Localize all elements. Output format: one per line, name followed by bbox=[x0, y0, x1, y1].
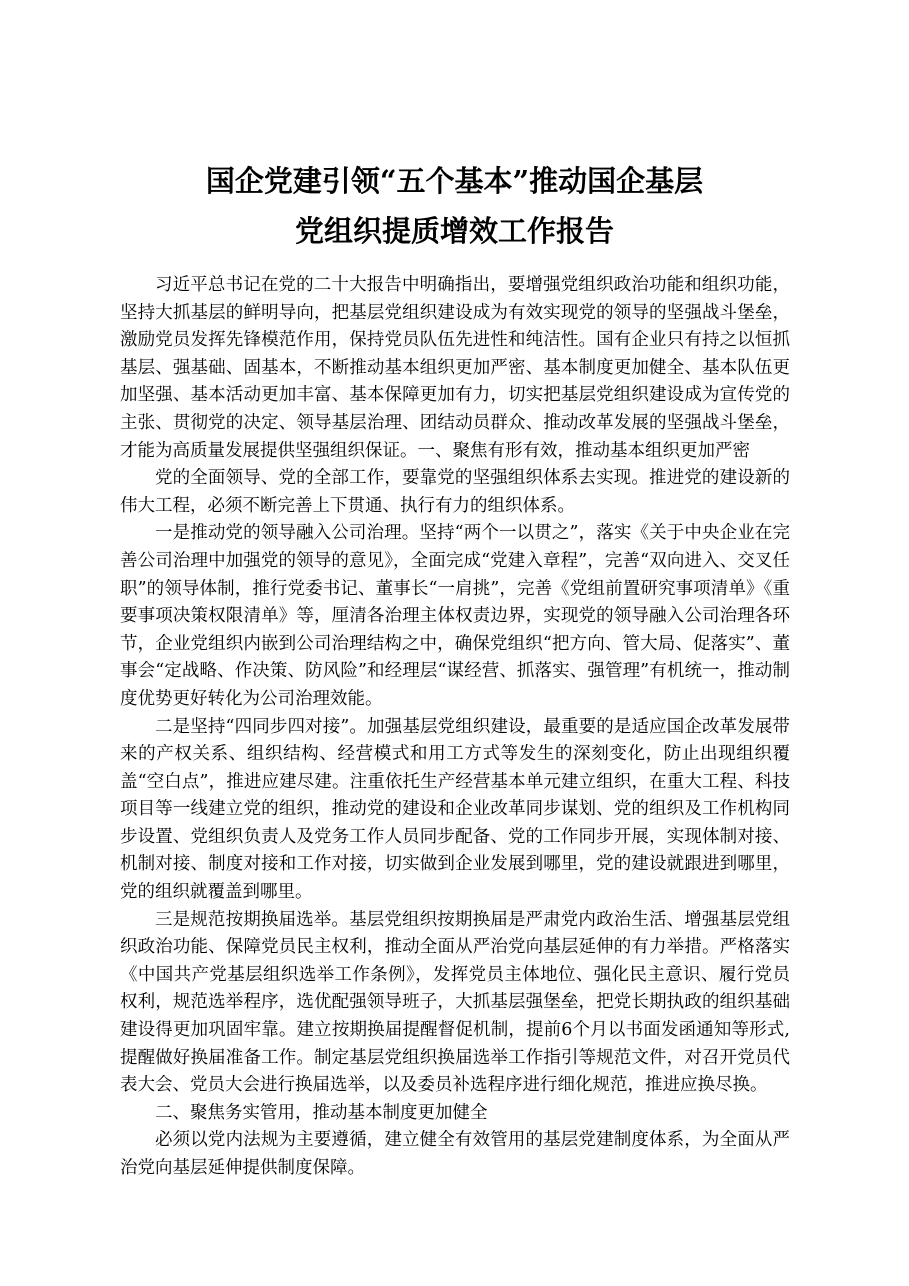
section-heading-two: 二、聚焦务实管用，推动基本制度更加健全 bbox=[155, 1102, 488, 1123]
paragraph-organization-system: 党的全面领导、党的全部工作，要靠党的坚强组织体系去实现。推进党的建设新的伟大工程，必须不断完善上下贯通、执行有力的组织体系。 bbox=[120, 468, 790, 516]
paragraph-system-guarantee: 必须以党内法规为主要遵循，建立健全有效管用的基层党建制度体系，为全面从严治党向基层延伸提供制度保障。 bbox=[120, 1130, 790, 1178]
paragraph-election: 三是规范按期换届选举。基层党组织按期换届是严肃党内政治生活、增强基层党组织政治功能、保障党员民主权利，推动全面从严治党向基层延伸的有力举措。严格落实《中国共产党基层组织选举工作条例》，发挥党员主体地位、强化民主意识、履行党员权利，规范选举程序，选优配强领导班子，大抓基层强堡垒，把党长期执政的组织基础建设得更加巩固牢靠。建立按期换届提醒督促机制，提前6个月以书面发函通知等形式,提醒做好换届准备工作。制定基层党组织换届选举工作指引等规范文件，对召开党员代表大会、党员大会进行换届选举，以及委员补选程序进行细化规范，推进应换尽换。 bbox=[120, 909, 790, 1096]
title-line-2: 党组织提质增效工作报告 bbox=[294, 214, 614, 248]
title-line-1: 国企党建引领“五个基本”推动国企基层 bbox=[205, 164, 704, 198]
paragraph-governance: 一是推动党的领导融入公司治理。坚持“两个一以贯之”，落实《关于中央企业在完善公司治理中加强党的领导的意见》，全面完成“党建入章程”，完善“双向进入、交叉任职”的领导体制，推行党委书记、董事长“一肩挑”，完善《党组前置研究事项清单》《重要事项决策权限清单》等，厘清各治理主体权责边界，实现党的领导融入公司治理各环节，企业党组织内嵌到公司治理结构之中，确保党组织“把方向、管大局、促落实”、董事会“定战略、作决策、防风险”和经理层“谋经营、抓落实、强管理”有机统一，推动制度优势更好转化为公司治理效能。 bbox=[120, 523, 790, 709]
document-body bbox=[120, 272, 790, 1183]
document-title bbox=[100, 156, 809, 256]
paragraph-four-synchronizations: 二是坚持“四同步四对接”。加强基层党组织建设，最重要的是适应国企改革发展带来的产权关系、组织结构、经营模式和用工方式等发生的深刻变化，防止出现组织覆盖“空白点”，推进应建尽建。注重依托生产经营基本单元建立组织，在重大工程、科技项目等一线建立党的组织，推动党的建设和企业改革同步谋划、党的组织及工作机构同步设置、党组织负责人及党务工作人员同步配备、党的工作同步开展，实现体制对接、机制对接、制度对接和工作对接，切实做到企业发展到哪里，党的建设就跟进到哪里，党的组织就覆盖到哪里。 bbox=[120, 716, 790, 903]
paragraph-intro: 习近平总书记在党的二十大报告中明确指出，要增强党组织政治功能和组织功能，坚持大抓基层的鲜明导向，把基层党组织建设成为有效实现党的领导的坚强战斗堡垒，激励党员发挥先锋模范作用，保持党员队伍先进性和纯洁性。国有企业只有持之以恒抓基层、强基础、固基本，不断推动基本组织更加严密、基本制度更加健全、基本队伍更加坚强、基本活动更加丰富、基本保障更加有力，切实把基层党组织建设成为宣传党的主张、贯彻党的决定、领导基层治理、团结动员群众、推动改革发展的坚强战斗堡垒，才能为高质量发展提供坚强组织保证。一、聚焦有形有效，推动基本组织更加严密 bbox=[120, 275, 790, 461]
